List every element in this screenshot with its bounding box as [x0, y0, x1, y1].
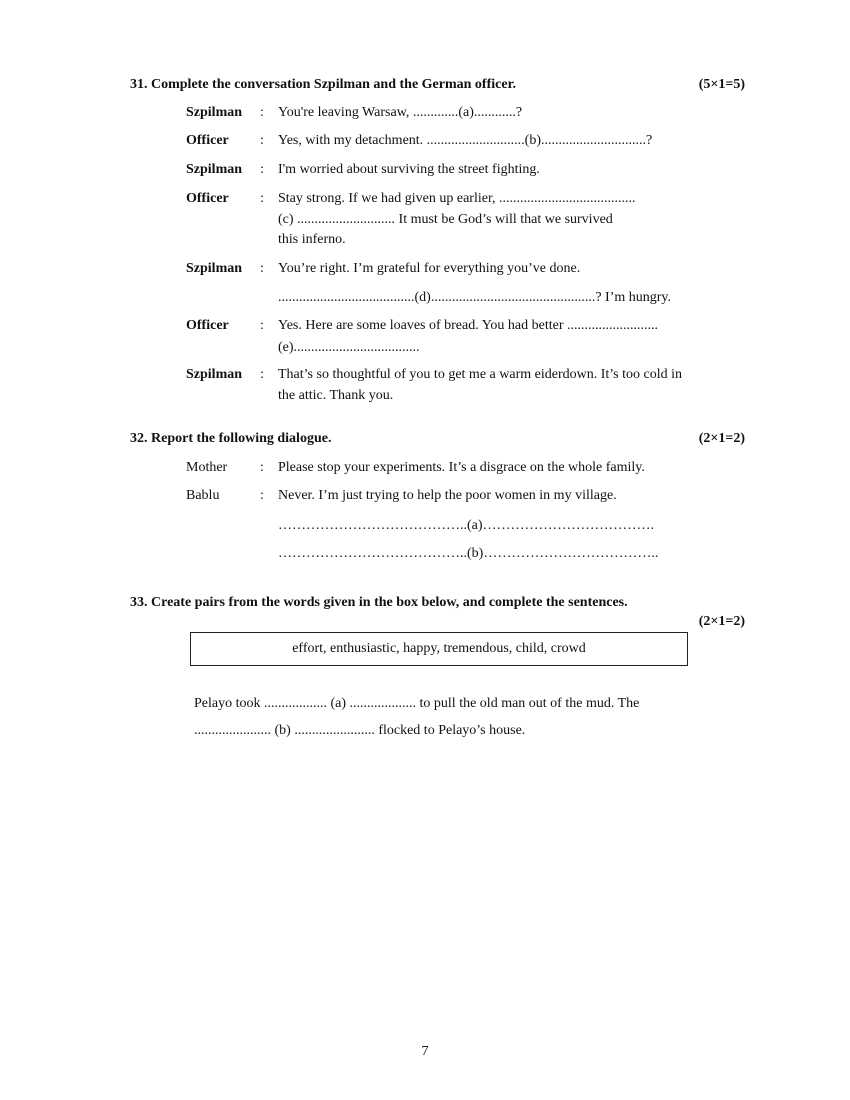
dialogue-line: (c) ............................ It must be God’s will that we survived — [278, 212, 613, 227]
question-31-heading — [130, 76, 745, 94]
colon: : — [260, 367, 264, 382]
dialogue-line: That’s so thoughtful of you to get me a warm eiderdown. It’s too cold in — [278, 367, 682, 382]
speaker-name: Szpilman — [186, 105, 243, 120]
question-33-title: 33. Create pairs from the words given in the box below, and complete the sentences. — [130, 595, 628, 610]
colon: : — [260, 133, 264, 148]
question-31-marks: (5×1=5) — [698, 77, 745, 92]
speaker-name: Officer — [186, 318, 229, 333]
word-box-text: effort, enthusiastic, happy, tremendous, child, crowd — [292, 641, 586, 656]
dialogue-line: Yes. Here are some loaves of bread. You had better .......................... — [278, 318, 659, 333]
dialogue-line: Stay strong. If we had given up earlier, ....................................... — [278, 191, 636, 206]
colon: : — [260, 261, 264, 276]
speaker-name: Mother — [186, 460, 228, 475]
fill-sentence-line-1: Pelayo took .................. (a) ................... to pull the old man out of the mud. The — [194, 696, 640, 711]
speaker-name: Szpilman — [186, 162, 243, 177]
question-33-marks: (2×1=2) — [698, 614, 745, 629]
speaker-name: Officer — [186, 133, 229, 148]
colon: : — [260, 105, 264, 120]
question-33-marks-row — [690, 613, 745, 631]
speaker-name: Officer — [186, 191, 229, 206]
dialogue-line: I'm worried about surviving the street fighting. — [278, 162, 540, 177]
dialogue-line: .......................................(d)...............................................? I’m hungry. — [278, 290, 672, 305]
answer-blank-b[interactable]: …………………………………..(b)……………………………….. — [278, 546, 659, 561]
word-box — [190, 632, 688, 666]
question-31-title: 31. Complete the conversation Szpilman and the German officer. — [130, 77, 516, 92]
question-33-heading — [130, 594, 690, 612]
dialogue-line: You’re right. I’m grateful for everything you’ve done. — [278, 261, 581, 276]
colon: : — [260, 191, 264, 206]
dialogue-line: the attic. Thank you. — [278, 388, 394, 403]
dialogue-line: Never. I’m just trying to help the poor women in my village. — [278, 488, 617, 503]
dialogue-line: this inferno. — [278, 232, 346, 247]
speaker-name: Szpilman — [186, 261, 243, 276]
dialogue-line: (e).................................... — [278, 340, 420, 355]
question-32-title: 32. Report the following dialogue. — [130, 431, 332, 446]
question-32-marks: (2×1=2) — [698, 431, 745, 446]
dialogue-line: Yes, with my detachment. ............................(b)..............................? — [278, 133, 653, 148]
colon: : — [260, 460, 264, 475]
page-number: 7 — [421, 1044, 429, 1059]
dialogue-line: Please stop your experiments. It’s a disgrace on the whole family. — [278, 460, 645, 475]
colon: : — [260, 162, 264, 177]
colon: : — [260, 488, 264, 503]
question-32-heading — [130, 430, 745, 448]
speaker-name: Szpilman — [186, 367, 243, 382]
fill-sentence-line-2: ...................... (b) ....................... flocked to Pelayo’s house. — [194, 723, 526, 738]
dialogue-line: You're leaving Warsaw, .............(a)............? — [278, 105, 523, 120]
colon: : — [260, 318, 264, 333]
answer-blank-a[interactable]: …………………………………..(a)………………………………. — [278, 518, 655, 533]
speaker-name: Bablu — [186, 488, 220, 503]
